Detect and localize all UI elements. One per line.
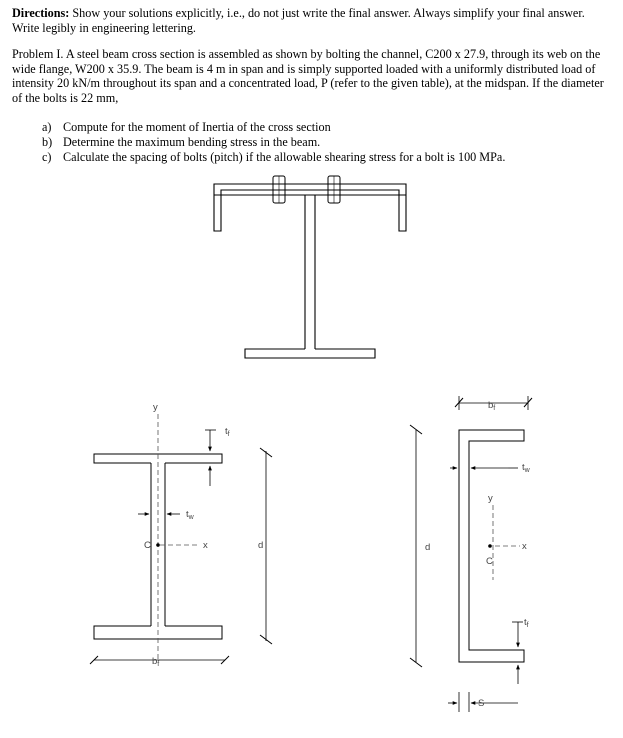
ch-tw-label xyxy=(522,462,531,474)
ch-y-axis-label: y xyxy=(488,493,493,504)
ch-s-label: S xyxy=(478,698,485,709)
wf-tf-subscript: f xyxy=(227,431,230,438)
ch-bf-main: b xyxy=(488,400,494,411)
wf-tw-label xyxy=(186,509,195,521)
task-text: Compute for the moment of Inertia of the cross section xyxy=(63,120,331,134)
task-label: b) xyxy=(42,135,53,149)
ch-x-axis-label: x xyxy=(522,541,527,552)
wf-depth-label: d xyxy=(258,540,264,551)
wf-x-axis-label: x xyxy=(203,540,208,551)
ch-bf-label xyxy=(488,400,495,412)
wf-y-axis-label: y xyxy=(153,402,158,413)
wf-tw-subscript: w xyxy=(188,514,194,521)
ch-tf-label xyxy=(524,617,529,629)
ch-tw-main: t xyxy=(522,462,525,473)
ch-bf-subscript: f xyxy=(493,405,496,412)
wf-bf-main: b xyxy=(152,656,158,667)
wide-flange-detail xyxy=(90,402,272,668)
directions-label: Directions: xyxy=(12,6,70,20)
ch-tw-subscript: w xyxy=(524,467,530,474)
ch-tf-subscript: f xyxy=(526,622,529,629)
task-label: a) xyxy=(42,120,52,134)
wf-bf-subscript: f xyxy=(157,661,160,668)
ch-tf-main: t xyxy=(524,617,527,628)
directions-text: Show your solutions explicitly, i.e., do not just write the final answer. Always simplify your final answer. Write legibly in engineering lettering. xyxy=(12,6,585,35)
task-text: Determine the maximum bending stress in the beam. xyxy=(63,135,321,149)
built-up-section-drawing xyxy=(214,176,406,358)
wf-tf-label xyxy=(225,426,230,438)
problem-statement: Problem I. A steel beam cross section is assembled as shown by bolting the channel, C200 x 27.9, through its web on the wide flange, W200 x 35.9. The beam is 4 m in span and is simply supported loaded with a uniformly distributed load of intensity 20 kN/m throughout its span and a concentrated load, P (refer to the given table), at the midspan. If the diameter of the bolts is 22 mm, xyxy=(12,47,604,105)
wf-tw-main: t xyxy=(186,509,189,520)
ch-centroid-label: C xyxy=(486,556,493,567)
wf-tf-main: t xyxy=(225,426,228,437)
channel-detail xyxy=(410,396,532,712)
task-text: Calculate the spacing of bolts (pitch) if the allowable shearing stress for a bolt is 100 MPa. xyxy=(63,150,506,164)
wf-centroid-label: C xyxy=(144,540,151,551)
task-label: c) xyxy=(42,150,52,164)
ch-depth-label: d xyxy=(425,542,431,553)
